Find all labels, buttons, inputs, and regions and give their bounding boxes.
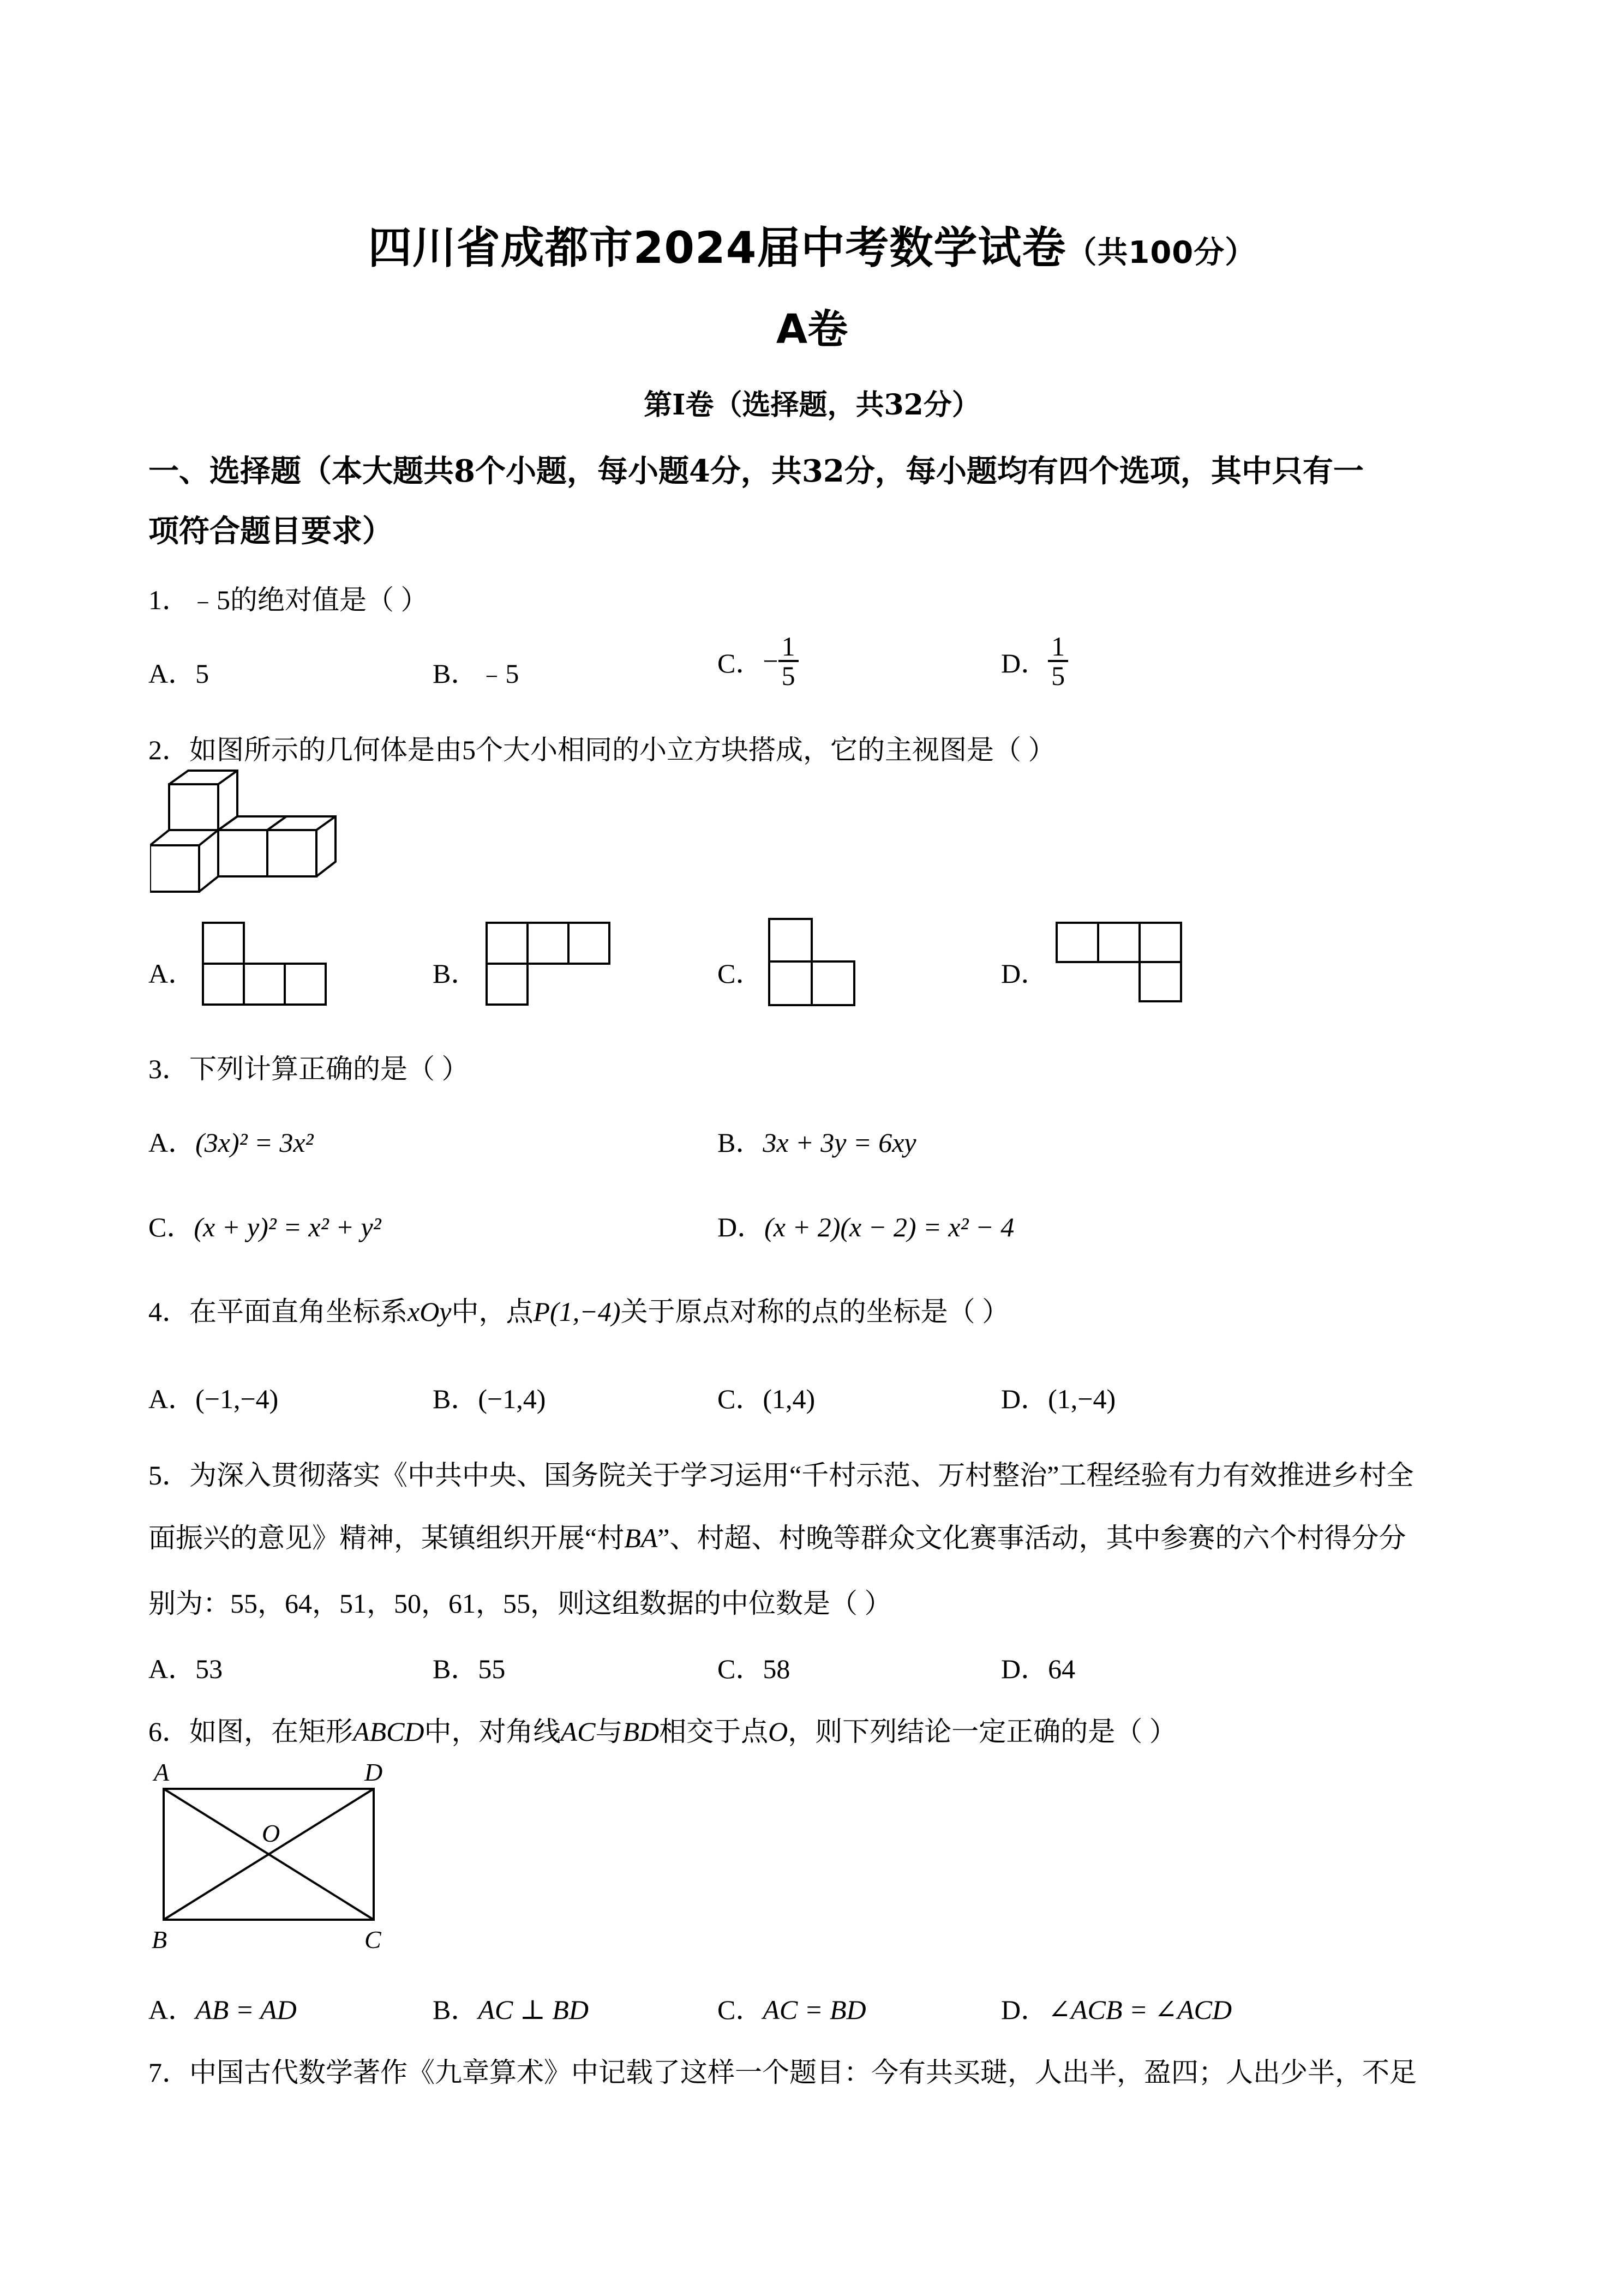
point-label-o: O [262,1819,280,1847]
question-stem: ﹣5的绝对值是（ ） [189,585,428,615]
vertex-label-d: D [364,1758,383,1786]
option-formula: (x + 2)(x − 2) = x² − 4 [764,1212,1015,1242]
option-label: D． [1001,1654,1048,1684]
q2-option-b-label[interactable]: B． [433,958,478,989]
option-label: D． [1001,648,1048,678]
numerator: 1 [1048,633,1068,662]
section-heading-line1: 一、选择题（本大题共8个小题，每小题4分，共32分，每小题均有四个选项，其中只有一 [148,453,1364,489]
q5-option-a[interactable] [148,1647,223,1686]
question-stem-part: 中，点 [451,1296,534,1327]
option-label: B． [433,658,478,689]
q6-option-b[interactable] [433,1988,589,2027]
option-label: B． [433,1654,478,1684]
section-heading-line2: 项符合题目要求） [148,513,393,549]
option-formula: (3x)² = 3x² [195,1127,314,1158]
question-5-line2 [148,1516,1406,1555]
question-1 [148,578,428,617]
q2-option-a-front-view[interactable] [202,922,327,1009]
option-label: B． [433,1384,478,1414]
q1-option-b[interactable] [433,652,519,691]
q1-option-a[interactable] [148,652,209,691]
option-text: (−1,−4) [195,1384,279,1414]
option-label: A． [148,1127,196,1158]
q5-option-d[interactable] [1001,1647,1075,1686]
numerator: 1 [778,633,799,662]
part-heading: 第I卷（选择题，共32分） [644,388,980,422]
option-text: (1,4) [763,1384,816,1414]
option-label: C． [717,1994,763,2025]
option-label: C． [717,1384,763,1414]
question-7 [148,2051,1417,2090]
option-label: A． [148,1994,196,2025]
question-number: 7． [148,2057,189,2088]
q5-option-b[interactable] [433,1647,505,1686]
option-text: (−1,4) [478,1384,546,1414]
question-stem: 为深入贯彻落实《中共中央、国务院关于学习运用“千村示范、万村整治”工程经验有力有效推进乡村全 [189,1460,1414,1490]
question-3 [148,1047,469,1086]
rectangle-figure [142,1759,415,1966]
q3-option-b[interactable] [717,1121,916,1160]
question-number: 2． [148,735,189,765]
question-4 [148,1290,1009,1329]
option-text: 55 [478,1654,506,1684]
q2-option-d-label[interactable]: D． [1001,958,1048,989]
q1-option-d[interactable] [1001,633,1068,689]
q5-option-c[interactable] [717,1647,790,1686]
option-formula: AB = AD [195,1994,297,2025]
math-variable: AC [560,1716,596,1747]
question-stem-part: 如图，在矩形 [189,1716,353,1747]
math-variable: O [768,1716,788,1747]
q2-option-d-front-view[interactable] [1056,922,1184,1009]
q4-option-d[interactable] [1001,1377,1116,1416]
question-stem-part: ”、村超、村晚等群众文化赛事活动，其中参赛的六个村得分分 [657,1523,1406,1553]
option-text: 64 [1048,1654,1076,1684]
math-point: P(1,−4) [533,1296,621,1327]
question-stem-part: 与 [595,1716,623,1747]
option-label: D． [717,1212,765,1242]
question-number: 4． [148,1296,189,1327]
q4-option-b[interactable] [433,1377,546,1416]
question-stem-part: 在平面直角坐标系 [189,1296,408,1327]
option-label: A． [148,1384,196,1414]
option-label: D． [1001,1384,1048,1414]
question-stem-part: 相交于点 [659,1716,769,1747]
q4-option-a[interactable] [148,1377,278,1416]
q3-option-c[interactable] [148,1205,381,1245]
option-label: A． [148,658,196,689]
math-variable: ABCD [353,1716,424,1747]
exam-title [0,213,1624,275]
option-text: (1,−4) [1048,1384,1116,1414]
minus-sign: − [763,646,778,676]
question-number: 6． [148,1716,189,1747]
option-label: D． [1001,1994,1048,2025]
q6-option-c[interactable] [717,1988,866,2027]
denominator: 5 [781,660,795,691]
vertex-label-b: B [152,1926,167,1954]
option-label: C． [717,648,763,678]
option-label: B． [717,1127,763,1158]
question-stem: 如图所示的几何体是由5个大小相同的小立方块搭成，它的主视图是（ ） [189,735,1056,765]
question-stem-part: 中，对角线 [424,1716,561,1747]
question-number: 5． [148,1460,189,1490]
fraction [1048,633,1068,689]
q2-option-c-label[interactable]: C． [717,958,763,989]
option-formula: AC ⊥ BD [478,1994,589,2025]
question-number: 1． [148,585,189,615]
option-text: 58 [763,1654,790,1684]
option-formula: (x + y)² = x² + y² [194,1212,381,1242]
question-stem: 中国古代数学著作《九章算术》中记载了这样一个题目：今有共买琎，人出半，盈四；人出少半，不足 [189,2057,1417,2088]
option-text: 5 [195,658,209,689]
question-stem-part: ，则下列结论一定正确的是（ ） [788,1716,1177,1747]
option-label: C． [717,1654,763,1684]
vertex-label-c: C [364,1926,381,1954]
exam-title-text: 四川省成都市2024届中考数学试卷 [368,223,1066,273]
math-variable: BD [622,1716,660,1747]
q2-option-a-label[interactable]: A． [148,958,196,989]
q2-option-c-front-view[interactable] [768,918,855,1011]
question-5-line1 [148,1453,1413,1493]
question-number: 3． [148,1054,189,1084]
question-5-line3: 别为：55，64，51，50，61，55，则这组数据的中位数是（ ） [148,1588,892,1619]
q2-option-b-front-view[interactable] [486,922,611,1009]
option-text: ﹣5 [478,658,519,689]
q4-option-c[interactable] [717,1377,815,1416]
question-6 [148,1710,1177,1749]
q6-option-a[interactable] [148,1988,297,2027]
option-text: 53 [195,1654,223,1684]
option-formula: 3x + 3y = 6xy [763,1127,916,1158]
q1-option-c[interactable] [717,633,799,689]
question-stem-part: 关于原点对称的点的坐标是（ ） [620,1296,1010,1327]
cube-stack-figure [150,769,346,905]
option-formula: ∠ACB = ∠ACD [1048,1994,1232,2025]
denominator: 5 [1051,660,1065,691]
option-label: C． [148,1212,194,1242]
math-variable: xOy [408,1296,452,1327]
option-label: A． [148,1654,196,1684]
q3-option-a[interactable] [148,1121,314,1160]
option-formula: AC = BD [763,1994,866,2025]
fraction [778,633,799,689]
math-variable: BA [624,1523,658,1553]
question-stem-part: 面振兴的意见》精神，某镇组织开展“村 [148,1523,625,1553]
exam-total-score: （共100分） [1066,235,1256,271]
option-label: B． [433,1994,478,2025]
q3-option-d[interactable] [717,1205,1014,1245]
question-stem: 下列计算正确的是（ ） [189,1054,469,1084]
question-2 [148,728,1056,767]
q6-option-d[interactable] [1001,1988,1232,2027]
vertex-label-a: A [154,1758,170,1786]
volume-heading: A卷 [776,306,848,353]
